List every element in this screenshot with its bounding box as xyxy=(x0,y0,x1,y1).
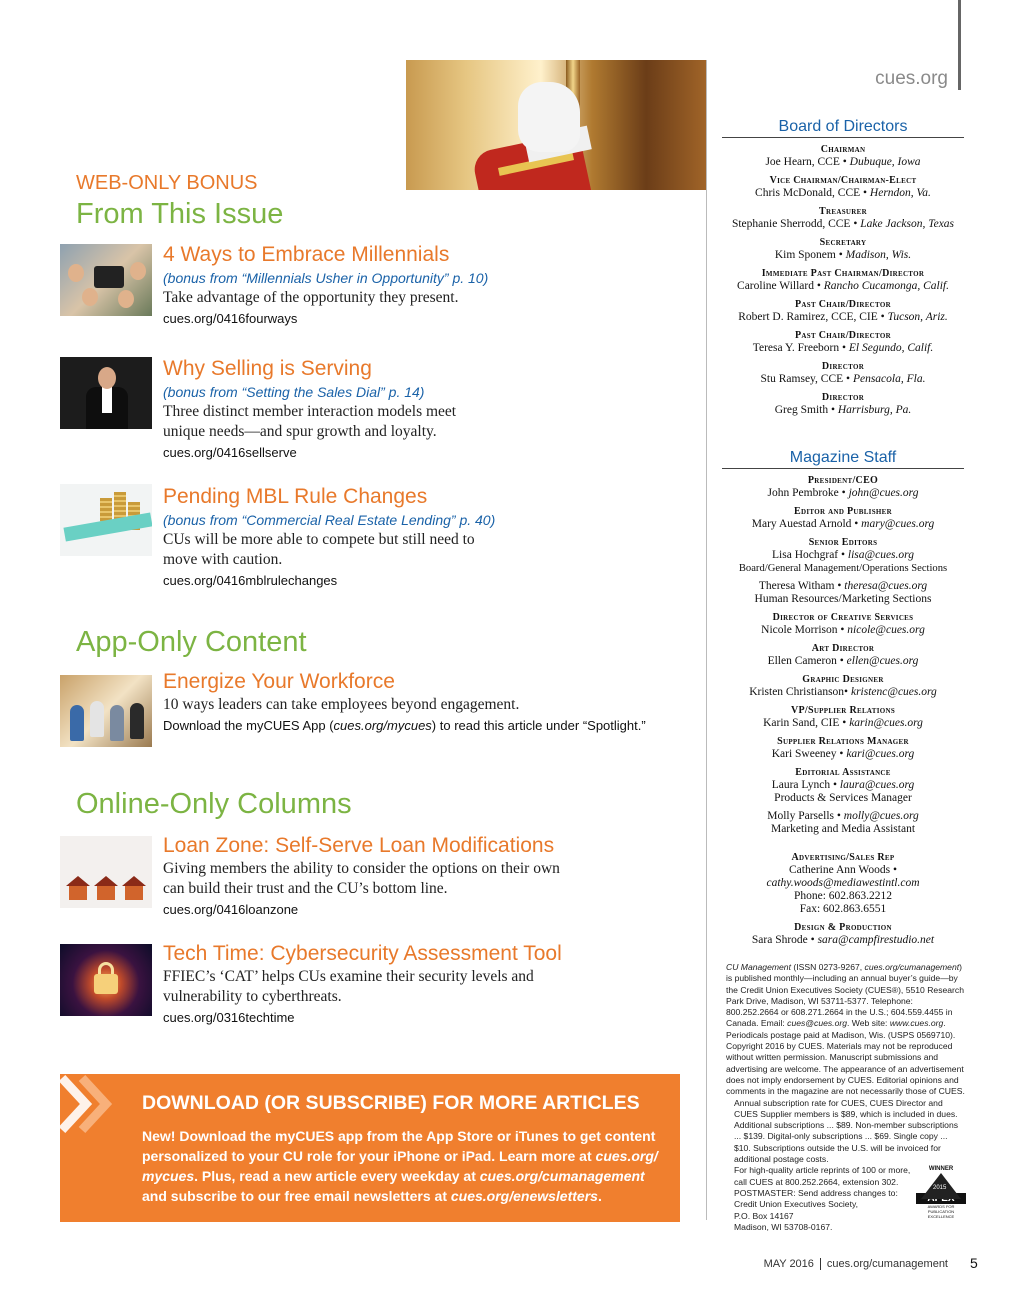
salesman-thumbnail xyxy=(60,357,152,429)
column-link[interactable]: cues.org/0316techtime xyxy=(163,1010,295,1025)
staff-member: Lisa Hochgraf • lisa@cues.org xyxy=(772,549,914,561)
board-member: Kim Sponem • Madison, Wis. xyxy=(774,249,912,261)
download-banner[interactable] xyxy=(60,1074,680,1222)
doorman-photo xyxy=(406,60,706,190)
banner-title: DOWNLOAD (OR SUBSCRIBE) FOR MORE ARTICLES xyxy=(142,1092,640,1114)
board-member: Robert D. Ramirez, CCE, CIE • Tucson, Ariz. xyxy=(738,311,948,323)
mycues-link[interactable]: cues.org/mycues xyxy=(333,718,432,733)
board-member: Joe Hearn, CCE • Dubuque, Iowa xyxy=(765,156,921,168)
staff-note: Board/General Management/Operations Sections xyxy=(738,563,948,574)
staff-heading: Magazine Staff xyxy=(722,449,964,469)
column-loan-zone xyxy=(163,833,683,921)
staff-member: Ellen Cameron • ellen@cues.org xyxy=(767,655,919,667)
padlock-thumbnail xyxy=(60,944,152,1016)
board-member: Stephanie Sherrodd, CCE • Lake Jackson, Texas xyxy=(731,218,955,230)
article-bonus: (bonus from “Setting the Sales Dial” p. 14) xyxy=(163,384,425,400)
column-link[interactable]: cues.org/0416loanzone xyxy=(163,902,299,917)
staff-role: Director of Creative Services xyxy=(772,612,914,623)
staff-note: Marketing and Media Assistant xyxy=(770,823,916,835)
chevron-arrows-icon xyxy=(60,1074,130,1222)
footer-link[interactable]: cues.org/cumanagement xyxy=(826,1258,948,1270)
staff-member: John Pembroke • john@cues.org xyxy=(767,487,919,499)
staff-role: Graphic Designer xyxy=(802,674,884,685)
article-mbl xyxy=(163,484,683,592)
staff-member: Molly Parsells • molly@cues.org xyxy=(767,810,919,822)
board-role: Treasurer xyxy=(819,206,867,217)
staff-member: Karin Sand, CIE • karin@cues.org xyxy=(763,717,923,729)
article-description: Take advantage of the opportunity they present. xyxy=(163,289,459,306)
cumanagement-link[interactable]: cues.org/cumanagement xyxy=(479,1168,645,1184)
mycues-link[interactable]: cues.org/ mycues xyxy=(142,1148,658,1184)
board-role: Immediate Past Chairman/Director xyxy=(761,268,925,279)
millennials-thumbnail xyxy=(60,244,152,316)
staff-role: Supplier Relations Manager xyxy=(777,736,909,747)
column-description: FFIEC’s ‘CAT’ helps CUs examine their security levels and vulnerability to cyberthreats. xyxy=(163,968,534,1005)
staff-role: Advertising/Sales Rep xyxy=(791,852,895,863)
article-selling xyxy=(163,356,683,464)
article-bonus: (bonus from “Millennials Usher in Opportunity” p. 10) xyxy=(163,270,489,286)
column-title[interactable]: Loan Zone: Self-Serve Loan Modifications xyxy=(163,834,555,857)
board-role: Past Chair/Director xyxy=(795,299,891,310)
column-description: Giving members the ability to consider the options on their own can build their trust and the CU’s bottom line. xyxy=(163,860,560,897)
column-divider xyxy=(706,60,707,1220)
staff-member: Kristen Christianson• kristenc@cues.org xyxy=(749,686,937,698)
article-link[interactable]: cues.org/0416fourways xyxy=(163,311,298,326)
houses-thumbnail xyxy=(60,836,152,908)
board-of-directors xyxy=(722,118,964,417)
board-role: Director xyxy=(821,361,865,372)
staff-role: Art Director xyxy=(811,643,875,654)
staff-member: Theresa Witham • theresa@cues.org xyxy=(758,580,928,592)
edge-mark xyxy=(958,0,961,90)
staff-member: Mary Auestad Arnold • mary@cues.org xyxy=(751,518,935,530)
column-tech-time xyxy=(163,941,683,1029)
team-highfive-thumbnail xyxy=(60,675,152,747)
staff-role: President/CEO xyxy=(807,475,879,486)
magazine-staff xyxy=(722,449,964,947)
article-description: CUs will be more able to compete but still need to move with caution. xyxy=(163,531,475,568)
board-role: Past Chair/Director xyxy=(795,330,891,341)
board-member: Greg Smith • Harrisburg, Pa. xyxy=(774,404,912,416)
article-app-note: Download the myCUES App (cues.org/mycues) to read this article under “Spotlight.” xyxy=(163,718,646,733)
staff-email: cathy.woods@mediawestintl.com xyxy=(766,877,920,889)
article-description: 10 ways leaders can take employees beyond engagement. xyxy=(163,696,520,713)
staff-member: Laura Lynch • laura@cues.org xyxy=(771,779,915,791)
staff-note: Human Resources/Marketing Sections xyxy=(754,593,932,605)
staff-role: Editor and Publisher xyxy=(794,506,892,517)
staff-note: Products & Services Manager xyxy=(774,792,912,804)
article-title[interactable]: Why Selling is Serving xyxy=(163,357,372,380)
staff-member: Sara Shrode • sara@campfirestudio.net xyxy=(751,934,935,946)
staff-role: Editorial Assistance xyxy=(795,767,891,778)
article-description: Three distinct member interaction models meet unique needs—and spur growth and loyalty. xyxy=(163,403,457,440)
banner-body: New! Download the myCUES app from the App Store or iTunes to get content personalized to your CU role for your iPhone or iPad. Learn more at cues.org/ mycues. Plus, read a new article every weekday at cues.org/cumanagement and subscribe to our free email newsletters at cues.org/enewsletters. xyxy=(142,1128,658,1204)
staff-role: VP/Supplier Relations xyxy=(790,705,896,716)
apex-award-badge: WINNER 2015 APEX AWARDS FOR PUBLICATION EXCELLENCE xyxy=(916,1166,966,1222)
board-member: Teresa Y. Freeborn • El Segundo, Calif. xyxy=(752,342,934,354)
article-title[interactable]: Pending MBL Rule Changes xyxy=(163,485,428,508)
article-title[interactable]: Energize Your Workforce xyxy=(163,670,395,693)
article-millennials xyxy=(163,242,683,330)
section-title-online-only: Online-Only Columns xyxy=(76,788,352,820)
board-role: Chairman xyxy=(820,144,866,155)
article-link[interactable]: cues.org/0416sellserve xyxy=(163,445,297,460)
colophon: CU Management (ISSN 0273-9267, cues.org/cumanagement) is published monthly—including an annual buyer’s guide—by the Credit Union Executives Society (CUES®), 5510 Research Park Drive, Madison, WI 53711-5377. Telephone: 800.252.2664 or 608.271.2664 in the U.S.; 604.559.4455 in Canada. Email: cues@cues.org. Web site: www.cues.org. Periodicals postage paid at Madison, Wis. (USPS 0569710). Copyright 2016 by CUES. Materials may not be reproduced without written permission. Manuscript submissions and advertising are welcome. The appearance of an advertisement does not imply endorsement by CUES. Editorial opinions and comments in the magazine are not necessarily those of CUES. Annual subscription rate for CUES, CUES Director and CUES Supplier members is $89, which is included in dues. Additional subscriptions ... $89. Non-member subscriptions ... $139. Digital-only subscriptions ... $69. Single copy ... $10. Subscriptions outside the U.S. will be invoiced for additional postage costs. For high-quality article reprints of 100 or more, call CUES at 800.252.2664, extension 302. POSTMASTER: Send address changes to: Credit Union Executives Society, P.O. Box 14167 Madison, WI 53708-0167. xyxy=(726,962,965,1232)
staff-member: Catherine Ann Woods • xyxy=(789,864,897,876)
apex-triangle-icon: 2015 xyxy=(921,1173,961,1199)
site-name[interactable]: cues.org xyxy=(875,68,948,89)
section-title-from-this-issue: From This Issue xyxy=(76,198,284,230)
board-member: Stu Ramsey, CCE • Pensacola, Fla. xyxy=(760,373,926,385)
article-energize xyxy=(163,669,683,737)
staff-member: Kari Sweeney • kari@cues.org xyxy=(771,748,915,760)
staff-phone: Phone: 602.863.2212 xyxy=(793,890,893,902)
enewsletters-link[interactable]: cues.org/enewsletters xyxy=(450,1188,598,1204)
staff-fax: Fax: 602.863.6551 xyxy=(799,903,887,915)
section-title-app-only: App-Only Content xyxy=(76,626,307,658)
issue-date: MAY 2016 xyxy=(763,1258,814,1270)
board-heading: Board of Directors xyxy=(722,118,964,138)
staff-member: Nicole Morrison • nicole@cues.org xyxy=(761,624,925,636)
staff-role: Senior Editors xyxy=(808,537,878,548)
board-role: Secretary xyxy=(819,237,867,248)
eyebrow-label: WEB-ONLY BONUS xyxy=(76,172,258,194)
board-member: Caroline Willard • Rancho Cucamonga, Calif. xyxy=(737,280,949,292)
page-number: 5 xyxy=(970,1255,978,1271)
page-footer xyxy=(764,1258,948,1270)
board-role: Director xyxy=(821,392,865,403)
board-role: Vice Chairman/Chairman-Elect xyxy=(769,175,917,186)
board-member: Chris McDonald, CCE • Herndon, Va. xyxy=(755,187,931,199)
staff-role: Design & Production xyxy=(794,922,892,933)
article-bonus: (bonus from “Commercial Real Estate Lending” p. 40) xyxy=(163,512,496,528)
article-link[interactable]: cues.org/0416mblrulechanges xyxy=(163,573,338,588)
column-title[interactable]: Tech Time: Cybersecurity Assessment Tool xyxy=(163,942,562,965)
coins-thumbnail xyxy=(60,484,152,556)
article-title[interactable]: 4 Ways to Embrace Millennials xyxy=(163,243,450,266)
